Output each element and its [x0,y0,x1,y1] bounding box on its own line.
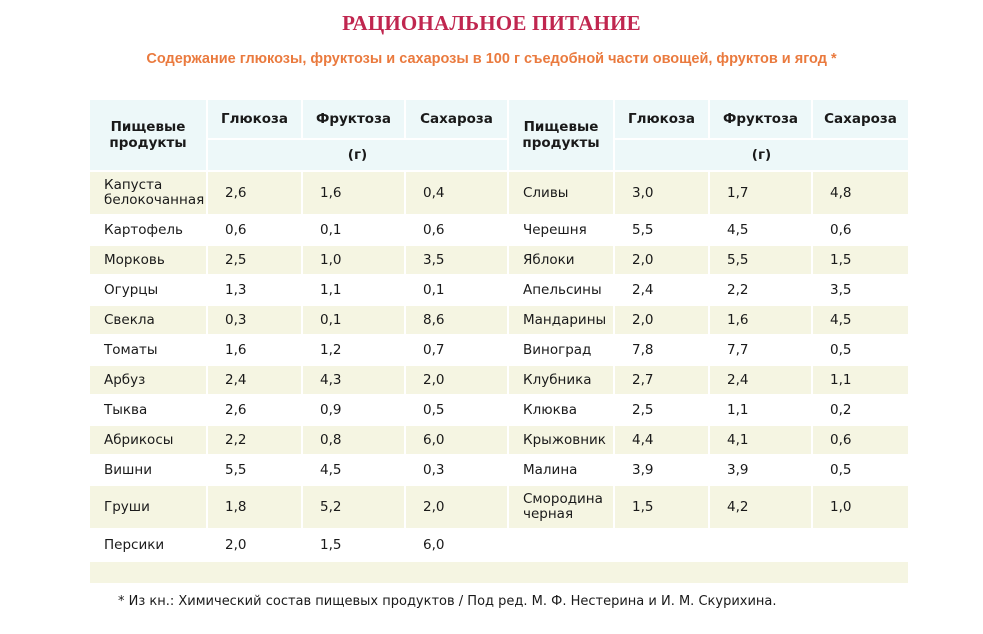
table-cell-value: 4,5 [303,456,404,484]
table-row-product: Тыква [90,396,206,424]
table-cell-value: 0,2 [813,396,908,424]
table-cell-value: 1,3 [208,276,301,304]
table-row-product: Огурцы [90,276,206,304]
table-cell-value: 1,2 [303,336,404,364]
table-row-product: Смородина черная [509,486,613,528]
table-row-product: Груши [90,486,206,528]
table-cell-value: 7,7 [710,336,811,364]
table-row-product: Виноград [509,336,613,364]
table-bottom-strip [90,562,908,583]
table-cell-value: 4,1 [710,426,811,454]
table-cell-value: 2,0 [615,246,708,274]
table-cell-value [710,530,811,560]
table-cell-value: 8,6 [406,306,507,334]
table-cell-value: 2,0 [208,530,301,560]
table-row-product: Томаты [90,336,206,364]
table-row-product: Яблоки [509,246,613,274]
table-cell-value: 0,1 [303,306,404,334]
table-row-product: Черешня [509,216,613,244]
table-row-product: Вишни [90,456,206,484]
table-cell-value [615,530,708,560]
table-row-product [509,530,613,560]
table-cell-value: 2,4 [208,366,301,394]
table-cell-value: 0,7 [406,336,507,364]
table-row-product: Арбуз [90,366,206,394]
table-row-product: Свекла [90,306,206,334]
table-cell-value: 0,5 [813,336,908,364]
table-cell-value: 4,4 [615,426,708,454]
table-row-product: Клюква [509,396,613,424]
table-cell-value: 0,4 [406,172,507,214]
table-cell-value: 2,2 [710,276,811,304]
table-row-product: Сливы [509,172,613,214]
table-cell-value: 1,6 [303,172,404,214]
table-cell-value: 5,5 [710,246,811,274]
table-row-product: Капуста белокочанная [90,172,206,214]
table-cell-value: 2,2 [208,426,301,454]
table-cell-value: 4,3 [303,366,404,394]
header-product-column: Пищевые продукты [509,100,613,170]
table-cell-value: 4,8 [813,172,908,214]
header-product-column: Пищевые продукты [90,100,206,170]
table-cell-value: 3,9 [615,456,708,484]
page-subtitle: Содержание глюкозы, фруктозы и сахарозы в 100 г съедобной части овощей, фруктов и ягод * [146,51,837,67]
table-cell-value: 4,2 [710,486,811,528]
table-cell-value: 5,2 [303,486,404,528]
table-cell-value: 1,7 [710,172,811,214]
table-cell-value [813,530,908,560]
footnote: * Из кн.: Химический состав пищевых продуктов / Под ред. М. Ф. Нестерина и И. М. Скурихина. [118,594,777,609]
table-cell-value: 1,0 [813,486,908,528]
table-cell-value: 7,8 [615,336,708,364]
table-cell-value: 3,9 [710,456,811,484]
table-cell-value: 1,5 [615,486,708,528]
table-row-product: Апельсины [509,276,613,304]
table-cell-value: 5,5 [208,456,301,484]
table-cell-value: 0,5 [813,456,908,484]
table-cell-value: 3,5 [406,246,507,274]
table-cell-value: 1,1 [710,396,811,424]
table-cell-value: 0,1 [406,276,507,304]
table-cell-value: 0,6 [813,426,908,454]
header-column-1: Глюкоза [208,100,301,138]
table-cell-value: 0,6 [813,216,908,244]
table-cell-value: 1,0 [303,246,404,274]
table-cell-value: 0,5 [406,396,507,424]
table-cell-value: 0,8 [303,426,404,454]
table-cell-value: 2,4 [710,366,811,394]
table-cell-value: 3,0 [615,172,708,214]
header-unit: (г) [615,140,908,170]
table-cell-value: 1,1 [303,276,404,304]
table-cell-value: 0,9 [303,396,404,424]
table-cell-value: 0,6 [406,216,507,244]
table-cell-value: 2,7 [615,366,708,394]
table-row-product: Морковь [90,246,206,274]
header-column-1: Глюкоза [615,100,708,138]
table-cell-value: 2,6 [208,172,301,214]
table-cell-value: 1,8 [208,486,301,528]
header-column-3: Сахароза [813,100,908,138]
table-row-product: Малина [509,456,613,484]
table-cell-value: 2,6 [208,396,301,424]
table-cell-value: 2,4 [615,276,708,304]
table-cell-value: 2,0 [615,306,708,334]
table-row-product: Персики [90,530,206,560]
table-cell-value: 4,5 [710,216,811,244]
header-unit: (г) [208,140,507,170]
table-cell-value: 4,5 [813,306,908,334]
table-cell-value: 1,6 [710,306,811,334]
table-cell-value: 0,6 [208,216,301,244]
table-cell-value: 2,0 [406,486,507,528]
table-cell-value: 1,6 [208,336,301,364]
table-cell-value: 0,3 [406,456,507,484]
table-cell-value: 0,3 [208,306,301,334]
table-cell-value: 1,1 [813,366,908,394]
table-cell-value: 3,5 [813,276,908,304]
header-column-3: Сахароза [406,100,507,138]
table-cell-value: 2,5 [208,246,301,274]
table-cell-value: 2,0 [406,366,507,394]
table-cell-value: 0,1 [303,216,404,244]
table-cell-value: 2,5 [615,396,708,424]
sugar-content-table [90,100,908,583]
table-cell-value: 6,0 [406,426,507,454]
table-cell-value: 1,5 [303,530,404,560]
table-row-product: Мандарины [509,306,613,334]
table-cell-value: 1,5 [813,246,908,274]
header-column-2: Фруктоза [303,100,404,138]
table-row-product: Картофель [90,216,206,244]
table-row-product: Клубника [509,366,613,394]
table-row-product: Крыжовник [509,426,613,454]
table-cell-value: 6,0 [406,530,507,560]
table-row-product: Абрикосы [90,426,206,454]
table-cell-value: 5,5 [615,216,708,244]
page-title: РАЦИОНАЛЬНОЕ ПИТАНИЕ [342,11,641,35]
header-column-2: Фруктоза [710,100,811,138]
